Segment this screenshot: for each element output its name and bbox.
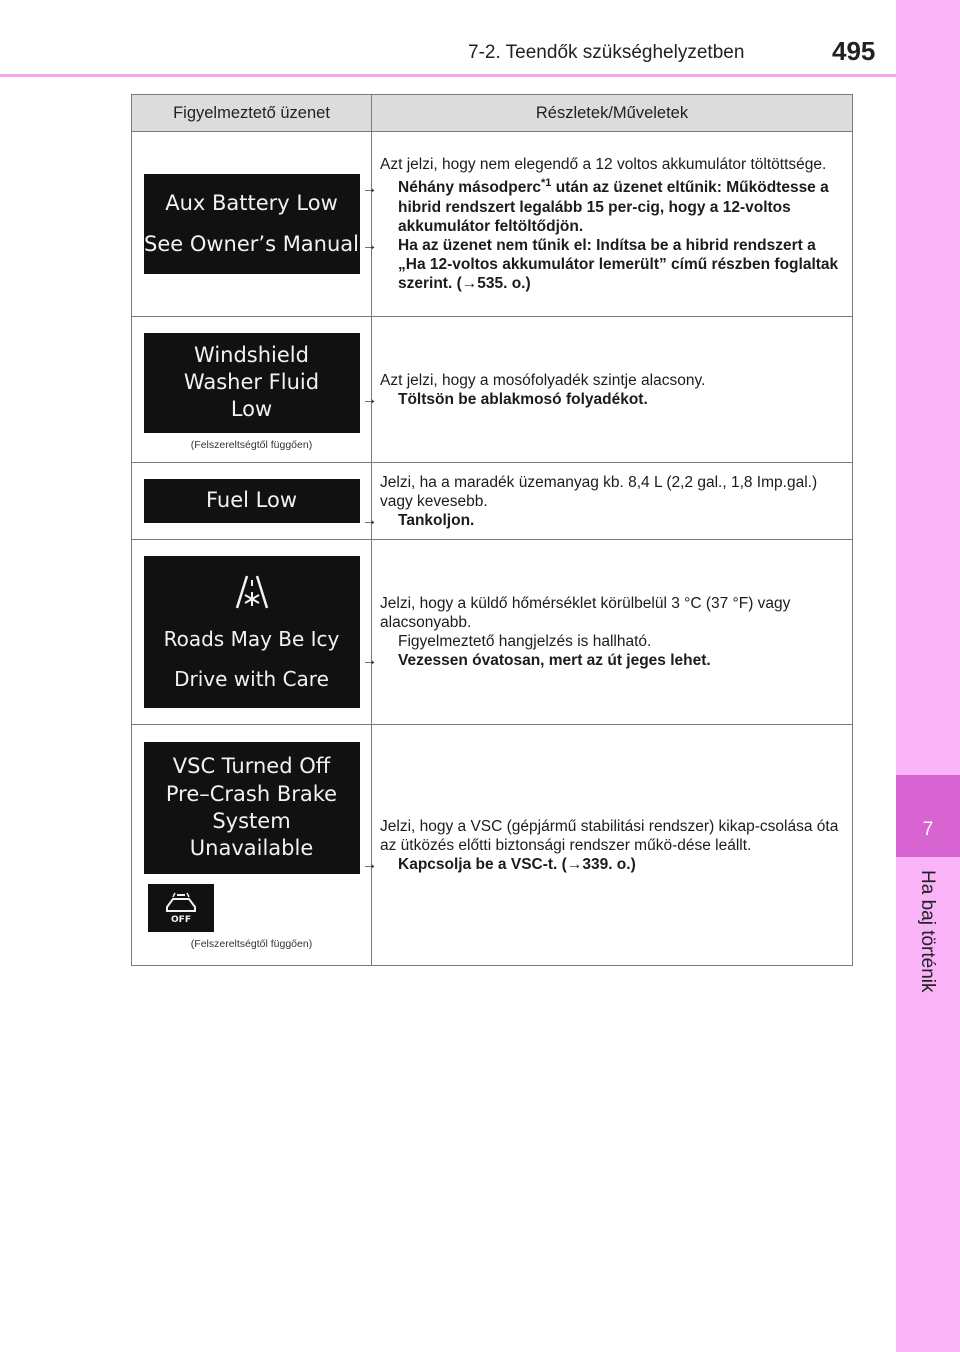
- action-text: → Tankoljon.: [362, 511, 475, 529]
- washer-fluid-display: [144, 333, 360, 433]
- action-text: → Vezessen óvatosan, mert az út jeges lehet.: [362, 652, 711, 669]
- action-text: → Néhány másodperc$^{*1}$ után az üzenet eltűnik: Működtesse a hibrid rendszert legalább 15 per-cig, hogy a 12-voltos akkumulátor feltöltődjön.: [362, 177, 829, 235]
- pre-crash-warning-icon: [163, 891, 199, 915]
- message-cell: [132, 317, 372, 463]
- display-line: Low: [230, 397, 273, 422]
- details-cell: [362, 317, 853, 463]
- arrow-icon: →: [362, 511, 378, 529]
- table-row: [132, 463, 853, 540]
- chapter-title: Ha baj történik: [917, 870, 938, 993]
- indicator-label: OFF: [171, 915, 191, 925]
- message-cell: [132, 540, 372, 725]
- page-reference[interactable]: 535. o.): [477, 274, 531, 292]
- arrow-icon: →: [362, 652, 378, 669]
- display-line: Fuel Low: [205, 488, 298, 513]
- table-row: [132, 317, 853, 463]
- column-header-details: Részletek/Műveletek: [372, 95, 853, 132]
- details-cell: [362, 463, 853, 540]
- action-text: → Ha az üzenet nem tűnik el: Indítsa be a hibrid rendszert a „Ha 12-voltos akkumulátor lemerült” című részben foglaltak szerint. (→535. o.): [362, 236, 839, 292]
- aux-battery-display: [144, 174, 360, 274]
- description: Jelzi, hogy a VSC (gépjármű stabilitási rendszer) kikap-csolása óta az ütközés előtti biztonsági rendszer műkö-dése leállt.: [380, 817, 839, 854]
- page-number: 495: [832, 36, 876, 66]
- message-cell: [132, 725, 372, 966]
- warning-message-table: [131, 94, 853, 966]
- display-line: Washer Fluid: [183, 369, 320, 394]
- section-title: 7-2. Teendők szükséghelyzetben: [468, 42, 745, 63]
- display-line: Unavailable: [189, 836, 314, 861]
- display-line: See Owner’s Manual: [143, 232, 359, 256]
- action-text: → Kapcsolja be a VSC-t. (→339. o.): [362, 855, 636, 873]
- note-text: Figyelmeztető hangjelzés is hallható.: [398, 633, 652, 650]
- table-header-row: [132, 95, 853, 132]
- icy-roads-display: [144, 556, 360, 708]
- vsc-off-display: [144, 742, 360, 874]
- display-line: Drive with Care: [174, 667, 329, 691]
- side-tab-strip: [896, 0, 960, 1352]
- details-cell: [362, 132, 853, 317]
- description: Azt jelzi, hogy nem elegendő a 12 voltos akkumulátor töltöttsége.: [380, 156, 827, 174]
- arrow-icon: →: [362, 236, 378, 254]
- message-cell: [132, 132, 372, 317]
- table-row: [132, 725, 853, 966]
- column-header-message: Figyelmeztető üzenet: [132, 95, 372, 132]
- display-line: System: [212, 809, 291, 833]
- display-line: Roads May Be Icy: [163, 627, 340, 651]
- chapter-tab[interactable]: [896, 775, 960, 857]
- arrow-icon: →: [362, 390, 378, 408]
- arrow-icon: →: [362, 179, 378, 197]
- equipment-condition-note: (Felszereltségtől függően): [190, 438, 313, 451]
- display-line: Aux Battery Low: [165, 190, 338, 215]
- message-cell: [132, 463, 372, 540]
- table-row: [132, 540, 853, 725]
- table-row: [132, 132, 853, 317]
- display-line: Pre–Crash Brake: [165, 781, 338, 806]
- action-text: → Töltsön be ablakmosó folyadékot.: [362, 390, 648, 408]
- fuel-low-display: [144, 479, 360, 523]
- display-line: VSC Turned Off: [172, 754, 331, 779]
- arrow-icon: →: [362, 855, 378, 873]
- description: Jelzi, ha a maradék üzemanyag kb. 8,4 L (2,2 gal., 1,8 Imp.gal.) vagy kevesebb.: [380, 473, 818, 510]
- details-cell: [362, 540, 853, 725]
- arrow-icon: →: [461, 274, 478, 292]
- description: Jelzi, hogy a küldő hőmérséklet körülbelül 3 °C (37 °F) vagy alacsonyabb.: [380, 595, 791, 631]
- chapter-number: 7: [922, 819, 934, 840]
- equipment-condition-note: (Felszereltségtől függően): [190, 938, 313, 950]
- arrow-icon: →: [566, 855, 583, 873]
- details-cell: [362, 725, 853, 966]
- icy-road-warning-icon: [235, 572, 269, 612]
- description: Azt jelzi, hogy a mosófolyadék szintje alacsony.: [380, 371, 706, 389]
- display-line: Windshield: [194, 342, 309, 367]
- pre-crash-off-indicator: [148, 884, 214, 932]
- page-reference[interactable]: 339. o.): [582, 855, 636, 873]
- header-divider: [0, 74, 896, 77]
